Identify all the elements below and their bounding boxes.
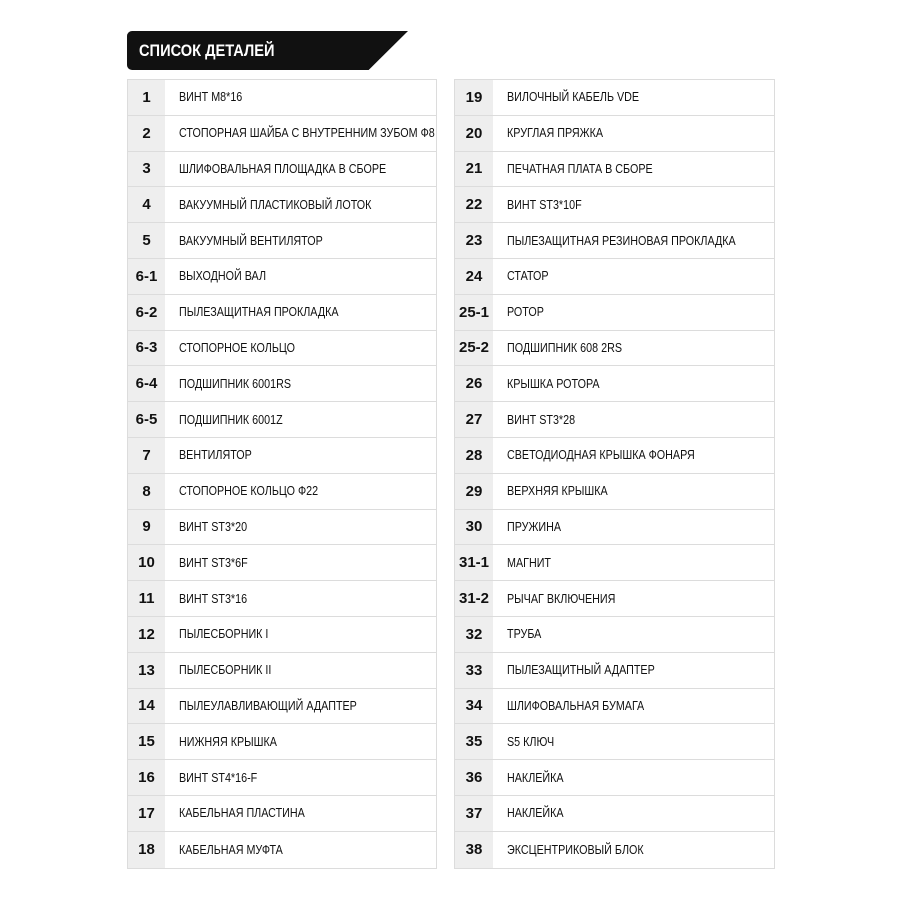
table-row bbox=[455, 295, 774, 331]
part-name-cell bbox=[493, 689, 774, 724]
part-name-cell bbox=[493, 474, 774, 509]
part-name-cell bbox=[493, 187, 774, 222]
part-name-cell bbox=[493, 152, 774, 187]
part-name: КРУГЛАЯ ПРЯЖКА bbox=[507, 126, 604, 141]
table-row bbox=[128, 187, 436, 223]
table-row bbox=[455, 259, 774, 295]
table-row bbox=[455, 187, 774, 223]
table-row bbox=[455, 760, 774, 796]
part-number: 9 bbox=[128, 510, 165, 545]
part-name: ТРУБА bbox=[507, 627, 542, 642]
part-number: 4 bbox=[128, 187, 165, 222]
part-number: 31-2 bbox=[455, 581, 493, 616]
table-row bbox=[128, 116, 436, 152]
part-name-cell bbox=[165, 295, 436, 330]
part-name: ШЛИФОВАЛЬНАЯ БУМАГА bbox=[507, 698, 645, 713]
part-number: 38 bbox=[455, 832, 493, 868]
part-number: 37 bbox=[455, 796, 493, 831]
part-name-cell bbox=[165, 80, 436, 115]
part-number: 12 bbox=[128, 617, 165, 652]
part-name: ВАКУУМНЫЙ ПЛАСТИКОВЫЙ ЛОТОК bbox=[179, 197, 372, 212]
part-number: 3 bbox=[128, 152, 165, 187]
part-name: ПЫЛЕЗАЩИТНАЯ РЕЗИНОВАЯ ПРОКЛАДКА bbox=[507, 233, 736, 248]
part-name-cell bbox=[165, 796, 436, 831]
table-row bbox=[128, 295, 436, 331]
part-name-cell bbox=[165, 474, 436, 509]
part-number: 24 bbox=[455, 259, 493, 294]
part-name: ПОДШИПНИК 6001Z bbox=[179, 412, 283, 427]
part-name: СТОПОРНОЕ КОЛЬЦО Ф22 bbox=[179, 484, 319, 499]
table-row bbox=[128, 796, 436, 832]
part-name: ВАКУУМНЫЙ ВЕНТИЛЯТОР bbox=[179, 233, 323, 248]
part-name: КАБЕЛЬНАЯ МУФТА bbox=[179, 842, 283, 857]
part-name: ШЛИФОВАЛЬНАЯ ПЛОЩАДКА В СБОРЕ bbox=[179, 161, 387, 176]
part-name-cell bbox=[493, 223, 774, 258]
part-number: 19 bbox=[455, 80, 493, 115]
table-row bbox=[128, 581, 436, 617]
part-name-cell bbox=[493, 760, 774, 795]
part-number: 33 bbox=[455, 653, 493, 688]
part-name-cell bbox=[493, 617, 774, 652]
part-number: 27 bbox=[455, 402, 493, 437]
table-row bbox=[455, 402, 774, 438]
part-number: 6-4 bbox=[128, 366, 165, 401]
part-name: ВИНТ ST3*16 bbox=[179, 591, 248, 606]
page-title: СПИСОК ДЕТАЛЕЙ bbox=[139, 41, 275, 60]
part-name-cell bbox=[165, 259, 436, 294]
table-row bbox=[455, 438, 774, 474]
table-row bbox=[455, 223, 774, 259]
part-name-cell bbox=[493, 366, 774, 401]
part-name-cell bbox=[165, 760, 436, 795]
part-number: 6-5 bbox=[128, 402, 165, 437]
part-name: ВЫХОДНОЙ ВАЛ bbox=[179, 269, 267, 284]
part-name: ВИНТ ST3*6F bbox=[179, 555, 248, 570]
part-number: 31-1 bbox=[455, 545, 493, 580]
part-name-cell bbox=[493, 80, 774, 115]
part-name: СТОПОРНОЕ КОЛЬЦО bbox=[179, 340, 295, 355]
table-row bbox=[455, 152, 774, 188]
part-number: 17 bbox=[128, 796, 165, 831]
part-name-cell bbox=[165, 689, 436, 724]
part-name: ПЫЛЕСБОРНИК II bbox=[179, 663, 272, 678]
part-name-cell bbox=[493, 402, 774, 437]
part-number: 20 bbox=[455, 116, 493, 151]
part-number: 34 bbox=[455, 689, 493, 724]
table-row bbox=[455, 545, 774, 581]
part-number: 18 bbox=[128, 832, 165, 868]
part-number: 6-1 bbox=[128, 259, 165, 294]
part-name-cell bbox=[165, 366, 436, 401]
part-name-cell bbox=[493, 438, 774, 473]
part-number: 13 bbox=[128, 653, 165, 688]
part-name: ПРУЖИНА bbox=[507, 519, 562, 534]
part-number: 2 bbox=[128, 116, 165, 151]
table-row bbox=[455, 331, 774, 367]
table-row bbox=[128, 724, 436, 760]
part-number: 30 bbox=[455, 510, 493, 545]
table-row bbox=[455, 832, 774, 868]
table-row bbox=[128, 366, 436, 402]
part-name-cell bbox=[493, 295, 774, 330]
part-name-cell bbox=[165, 617, 436, 652]
part-name: ПЫЛЕСБОРНИК I bbox=[179, 627, 269, 642]
table-row bbox=[128, 474, 436, 510]
part-number: 7 bbox=[128, 438, 165, 473]
part-number: 10 bbox=[128, 545, 165, 580]
part-name: ЭКСЦЕНТРИКОВЫЙ БЛОК bbox=[507, 842, 644, 857]
part-number: 5 bbox=[128, 223, 165, 258]
table-row bbox=[455, 796, 774, 832]
part-number: 23 bbox=[455, 223, 493, 258]
part-name: ВИНТ ST4*16-F bbox=[179, 770, 258, 785]
part-name: НАКЛЕЙКА bbox=[507, 806, 564, 821]
part-name-cell bbox=[493, 116, 774, 151]
parts-table-right bbox=[454, 79, 775, 869]
part-name: ПЫЛЕЗАЩИТНЫЙ АДАПТЕР bbox=[507, 663, 655, 678]
table-row bbox=[128, 689, 436, 725]
part-name-cell bbox=[493, 724, 774, 759]
part-name-cell bbox=[165, 653, 436, 688]
part-number: 32 bbox=[455, 617, 493, 652]
part-name: ВЕНТИЛЯТОР bbox=[179, 448, 252, 463]
part-name-cell bbox=[165, 402, 436, 437]
table-row bbox=[455, 617, 774, 653]
part-name: ПОДШИПНИК 6001RS bbox=[179, 376, 292, 391]
part-number: 16 bbox=[128, 760, 165, 795]
table-row bbox=[455, 116, 774, 152]
part-number: 21 bbox=[455, 152, 493, 187]
part-name: РОТОР bbox=[507, 305, 544, 320]
table-row bbox=[455, 581, 774, 617]
part-name: ПОДШИПНИК 608 2RS bbox=[507, 340, 623, 355]
table-row bbox=[128, 438, 436, 474]
table-row bbox=[128, 223, 436, 259]
part-number: 22 bbox=[455, 187, 493, 222]
part-name: СВЕТОДИОДНАЯ КРЫШКА ФОНАРЯ bbox=[507, 448, 695, 463]
part-number: 8 bbox=[128, 474, 165, 509]
part-number: 35 bbox=[455, 724, 493, 759]
part-number: 25-2 bbox=[455, 331, 493, 366]
table-row bbox=[455, 689, 774, 725]
part-name-cell bbox=[493, 796, 774, 831]
table-row bbox=[455, 510, 774, 546]
part-name: S5 КЛЮЧ bbox=[507, 734, 555, 749]
part-name: ВИНТ ST3*10F bbox=[507, 197, 582, 212]
part-name: ПЫЛЕЗАЩИТНАЯ ПРОКЛАДКА bbox=[179, 305, 339, 320]
part-number: 25-1 bbox=[455, 295, 493, 330]
table-row bbox=[455, 80, 774, 116]
part-name-cell bbox=[165, 116, 436, 151]
table-row bbox=[128, 617, 436, 653]
part-name-cell bbox=[165, 223, 436, 258]
table-row bbox=[455, 724, 774, 760]
table-row bbox=[455, 653, 774, 689]
table-row bbox=[455, 474, 774, 510]
part-number: 29 bbox=[455, 474, 493, 509]
part-number: 15 bbox=[128, 724, 165, 759]
table-row bbox=[128, 545, 436, 581]
part-name: ВИНТ ST3*28 bbox=[507, 412, 576, 427]
part-number: 6-3 bbox=[128, 331, 165, 366]
table-row bbox=[128, 259, 436, 295]
part-name: МАГНИТ bbox=[507, 555, 552, 570]
part-name-cell bbox=[165, 187, 436, 222]
part-name-cell bbox=[165, 724, 436, 759]
part-name-cell bbox=[165, 510, 436, 545]
part-name-cell bbox=[493, 832, 774, 868]
part-name-cell bbox=[493, 510, 774, 545]
table-row bbox=[128, 80, 436, 116]
part-number: 1 bbox=[128, 80, 165, 115]
table-row bbox=[128, 832, 436, 868]
part-name: СТАТОР bbox=[507, 269, 549, 284]
part-name-cell bbox=[493, 331, 774, 366]
table-row bbox=[455, 366, 774, 402]
part-name: РЫЧАГ ВКЛЮЧЕНИЯ bbox=[507, 591, 616, 606]
part-name-cell bbox=[493, 581, 774, 616]
part-name-cell bbox=[165, 152, 436, 187]
table-row bbox=[128, 760, 436, 796]
part-name: НАКЛЕЙКА bbox=[507, 770, 564, 785]
table-row bbox=[128, 331, 436, 367]
part-number: 26 bbox=[455, 366, 493, 401]
part-name: КАБЕЛЬНАЯ ПЛАСТИНА bbox=[179, 806, 305, 821]
part-number: 14 bbox=[128, 689, 165, 724]
table-row bbox=[128, 510, 436, 546]
part-name: ПЕЧАТНАЯ ПЛАТА В СБОРЕ bbox=[507, 161, 653, 176]
part-name-cell bbox=[165, 331, 436, 366]
part-name: ВИНТ ST3*20 bbox=[179, 519, 248, 534]
table-row bbox=[128, 402, 436, 438]
part-number: 28 bbox=[455, 438, 493, 473]
parts-table-left bbox=[127, 79, 437, 869]
table-row bbox=[128, 653, 436, 689]
part-name: ВЕРХНЯЯ КРЫШКА bbox=[507, 484, 608, 499]
part-name: ВИНТ M8*16 bbox=[179, 90, 243, 105]
part-name: КРЫШКА РОТОРА bbox=[507, 376, 600, 391]
part-name-cell bbox=[493, 653, 774, 688]
part-name-cell bbox=[493, 545, 774, 580]
table-row bbox=[128, 152, 436, 188]
part-name-cell bbox=[165, 545, 436, 580]
part-number: 11 bbox=[128, 581, 165, 616]
part-name: ПЫЛЕУЛАВЛИВАЮЩИЙ АДАПТЕР bbox=[179, 698, 357, 713]
part-name: ВИЛОЧНЫЙ КАБЕЛЬ VDE bbox=[507, 90, 640, 105]
part-number: 6-2 bbox=[128, 295, 165, 330]
part-name-cell bbox=[493, 259, 774, 294]
part-name-cell bbox=[165, 581, 436, 616]
part-number: 36 bbox=[455, 760, 493, 795]
part-name-cell bbox=[165, 832, 436, 868]
part-name: СТОПОРНАЯ ШАЙБА С ВНУТРЕННИМ ЗУБОМ Ф8 bbox=[179, 126, 435, 141]
part-name: НИЖНЯЯ КРЫШКА bbox=[179, 734, 277, 749]
part-name-cell bbox=[165, 438, 436, 473]
